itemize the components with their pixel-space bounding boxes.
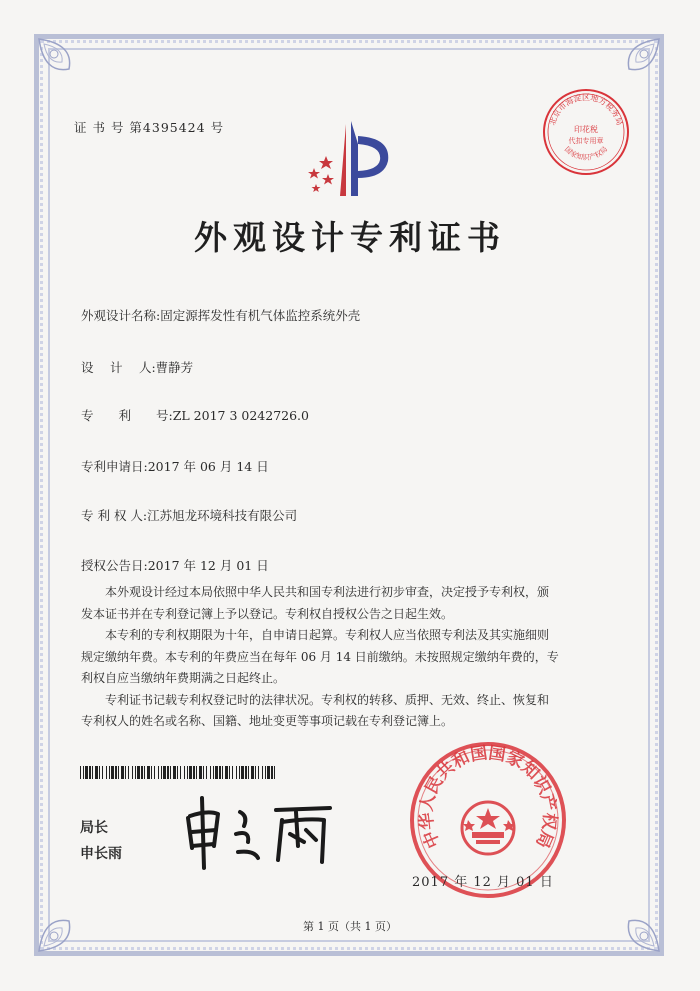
filing-date-value: 2017 年 06 月 14 日: [147, 459, 269, 474]
paragraph-2-line-2: 规定缴纳年费。本专利的年费应当在每年 06 月 14 日前缴纳。未按照规定缴纳年费的，专: [81, 649, 559, 664]
barcode-bar: [151, 766, 152, 779]
barcode-bar: [267, 766, 270, 779]
barcode-bar: [115, 766, 117, 779]
certificate-number: [74, 118, 224, 136]
barcode-bar: [236, 766, 237, 779]
barcode-bar: [128, 766, 129, 779]
barcode-bar: [170, 766, 171, 779]
barcode-bar: [184, 766, 185, 779]
filing-date-label: 专利申请日:: [81, 459, 148, 474]
barcode-bar: [106, 766, 107, 779]
director-signature: [178, 790, 338, 870]
page-title: 外观设计专利证书: [194, 218, 506, 257]
barcode-bar: [222, 766, 223, 779]
barcode-bar: [111, 766, 114, 779]
barcode-bar: [196, 766, 197, 779]
barcode-bar: [132, 766, 133, 779]
barcode-bar: [215, 766, 218, 779]
barcode-bar: [109, 766, 110, 779]
paragraph-2-line-3: 利权自应当缴纳年费期满之日起终止。: [81, 671, 286, 685]
paragraph-1-line-2: 发本证书并在专利登记簿上予以登记。专利权自授权公告之日起生效。: [81, 606, 454, 621]
barcode-bar: [213, 766, 214, 779]
barcode-bar: [137, 766, 140, 779]
certificate-number-label: 证 书 号 第: [74, 120, 143, 135]
barcode-bar: [193, 766, 195, 779]
barcode-bar: [248, 766, 249, 779]
barcode-bar: [265, 766, 266, 779]
barcode-bar: [163, 766, 166, 779]
tax-seal-center2: 代扣专用章: [568, 137, 604, 145]
grant-date-value: 2017 年 12 月 01 日: [147, 558, 269, 573]
barcode-bar: [177, 766, 178, 779]
tax-seal: [540, 86, 632, 178]
barcode-bar: [189, 766, 192, 779]
designer-field: [81, 358, 193, 376]
barcode-bar: [121, 766, 124, 779]
barcode-bar: [125, 766, 126, 779]
barcode-bar: [161, 766, 162, 779]
patent-number-value: ZL 2017 3 0242726.0: [172, 408, 309, 423]
paragraph-3-line-2: 专利权人的姓名或名称、国籍、地址变更等事项记载在专利登记簿上。: [81, 714, 454, 728]
designer-label: 设 计 人:: [81, 360, 156, 375]
barcode: [80, 764, 275, 777]
barcode-bar: [154, 766, 155, 779]
patentee-label: 专 利 权 人:: [81, 508, 148, 523]
page-number: 第 1 页（共 1 页）: [303, 920, 397, 933]
barcode-bar: [141, 766, 143, 779]
barcode-bar: [258, 766, 259, 779]
barcode-bar: [144, 766, 145, 779]
grant-date-label: 授权公告日:: [81, 558, 148, 573]
director-title: 局长: [80, 820, 108, 836]
issue-date: 2017 年 12 月 01 日: [412, 875, 554, 890]
barcode-bar: [83, 766, 84, 779]
barcode-bar: [245, 766, 247, 779]
corner-ornament-top-left: [34, 34, 104, 104]
design-name-field: [81, 306, 360, 324]
paragraph-3-line-1: 专利证书记载专利权登记时的法律状况。专利权的转移、质押、无效、终止、恢复和: [105, 692, 550, 707]
grant-date-field: [81, 556, 269, 574]
barcode-bar: [203, 766, 204, 779]
patent-number-field: [81, 406, 309, 424]
barcode-bar: [210, 766, 211, 779]
barcode-bar: [255, 766, 256, 779]
barcode-bar: [99, 766, 100, 779]
designer-value: 曹静芳: [155, 360, 194, 375]
barcode-bar: [85, 766, 88, 779]
design-name-value: 固定源挥发性有机气体监控系统外壳: [160, 308, 361, 323]
barcode-bar: [262, 766, 263, 779]
barcode-bar: [225, 766, 228, 779]
certificate-body: [81, 582, 601, 733]
barcode-bar: [199, 766, 202, 779]
barcode-bar: [167, 766, 169, 779]
cnipa-seal-text: 中华人民共和国国家知识产权局: [416, 743, 560, 851]
paragraph-2-line-1: 本专利的专利权期限为十年，自申请日起算。专利权人应当依照专利法及其实施细则: [105, 628, 550, 642]
barcode-bar: [173, 766, 176, 779]
barcode-bar: [219, 766, 221, 779]
barcode-bar: [95, 766, 98, 779]
tax-seal-text: 北京市海淀区地方税务局: [547, 93, 625, 127]
barcode-bar: [80, 766, 81, 779]
patentee-value: 江苏旭龙环境科技有限公司: [147, 508, 298, 523]
tax-seal-bottom: 国家知识产权局: [562, 145, 610, 162]
barcode-bar: [229, 766, 230, 779]
barcode-bar: [89, 766, 91, 779]
director-name: 申长雨: [80, 846, 122, 862]
barcode-bar: [241, 766, 244, 779]
barcode-bar: [271, 766, 273, 779]
barcode-bar: [239, 766, 240, 779]
svg-text:国家知识产权局: [563, 145, 609, 162]
barcode-bar: [147, 766, 150, 779]
certificate-number-suffix: 号: [210, 120, 225, 135]
barcode-bar: [118, 766, 119, 779]
barcode-bar: [187, 766, 188, 779]
tax-seal-center: 印花税: [574, 125, 598, 134]
barcode-bar: [180, 766, 181, 779]
filing-date-field: [81, 457, 269, 475]
cnipa-logo: [296, 116, 401, 201]
barcode-bar: [102, 766, 103, 779]
barcode-bar: [92, 766, 93, 779]
barcode-bar: [135, 766, 136, 779]
svg-text:北京市海淀区地方税务局: [547, 92, 625, 126]
barcode-bar: [158, 766, 159, 779]
barcode-bar: [232, 766, 233, 779]
design-name-label: 外观设计名称:: [81, 308, 161, 323]
patent-number-label: 专 利 号:: [81, 408, 173, 423]
barcode-bar: [274, 766, 275, 779]
paragraph-1-line-1: 本外观设计经过本局依照中华人民共和国专利法进行初步审查，决定授予专利权，颁: [105, 585, 550, 599]
barcode-bar: [206, 766, 207, 779]
certificate-number-value: 4395424: [142, 120, 206, 135]
patentee-field: [81, 506, 297, 524]
barcode-bar: [251, 766, 254, 779]
